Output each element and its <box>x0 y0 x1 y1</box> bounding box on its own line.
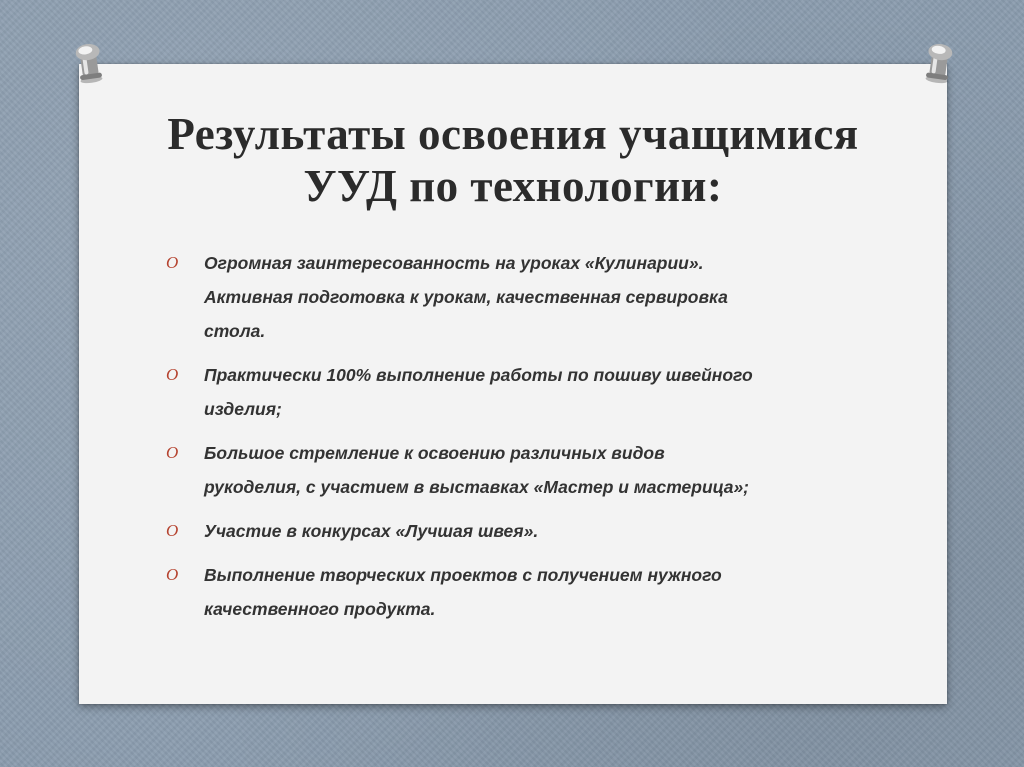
bullet-marker-icon: O <box>166 253 179 272</box>
bullet-text-line: изделия; <box>204 399 282 419</box>
slide-title-line: Результаты освоения учащимися <box>167 109 859 159</box>
bullet-text-line: рукоделия, с участием в выставках «Мастер и мастерица»; <box>204 477 750 497</box>
slide-title <box>100 108 926 212</box>
bullet-item <box>166 558 856 626</box>
bullet-marker-icon: O <box>166 521 179 540</box>
bullet-item <box>166 436 856 504</box>
bullet-list <box>166 246 856 636</box>
bullet-marker-icon: O <box>166 565 179 584</box>
pushpin-icon <box>919 38 959 86</box>
bullet-item <box>166 246 856 348</box>
pushpin-icon <box>69 38 109 86</box>
bullet-item <box>166 514 856 548</box>
bullet-text-line: Большое стремление к освоению различных видов <box>204 443 665 463</box>
bullet-text-line: Участие в конкурсах «Лучшая швея». <box>204 521 539 541</box>
bullet-text-line: качественного продукта. <box>204 599 436 619</box>
bullet-item <box>166 358 856 426</box>
bullet-text-line: Выполнение творческих проектов с получением нужного <box>204 565 722 585</box>
bullet-text-line: Активная подготовка к урокам, качественная сервировка <box>204 287 728 307</box>
bullet-marker-icon: O <box>166 443 179 462</box>
bullet-text-line: стола. <box>204 321 266 341</box>
bullet-marker-icon: O <box>166 365 179 384</box>
bullet-text-line: Практически 100% выполнение работы по пошиву швейного <box>204 365 753 385</box>
slide-title-line: УУД по технологии: <box>303 161 723 211</box>
bullet-text-line: Огромная заинтересованность на уроках «Кулинарии». <box>204 253 704 273</box>
